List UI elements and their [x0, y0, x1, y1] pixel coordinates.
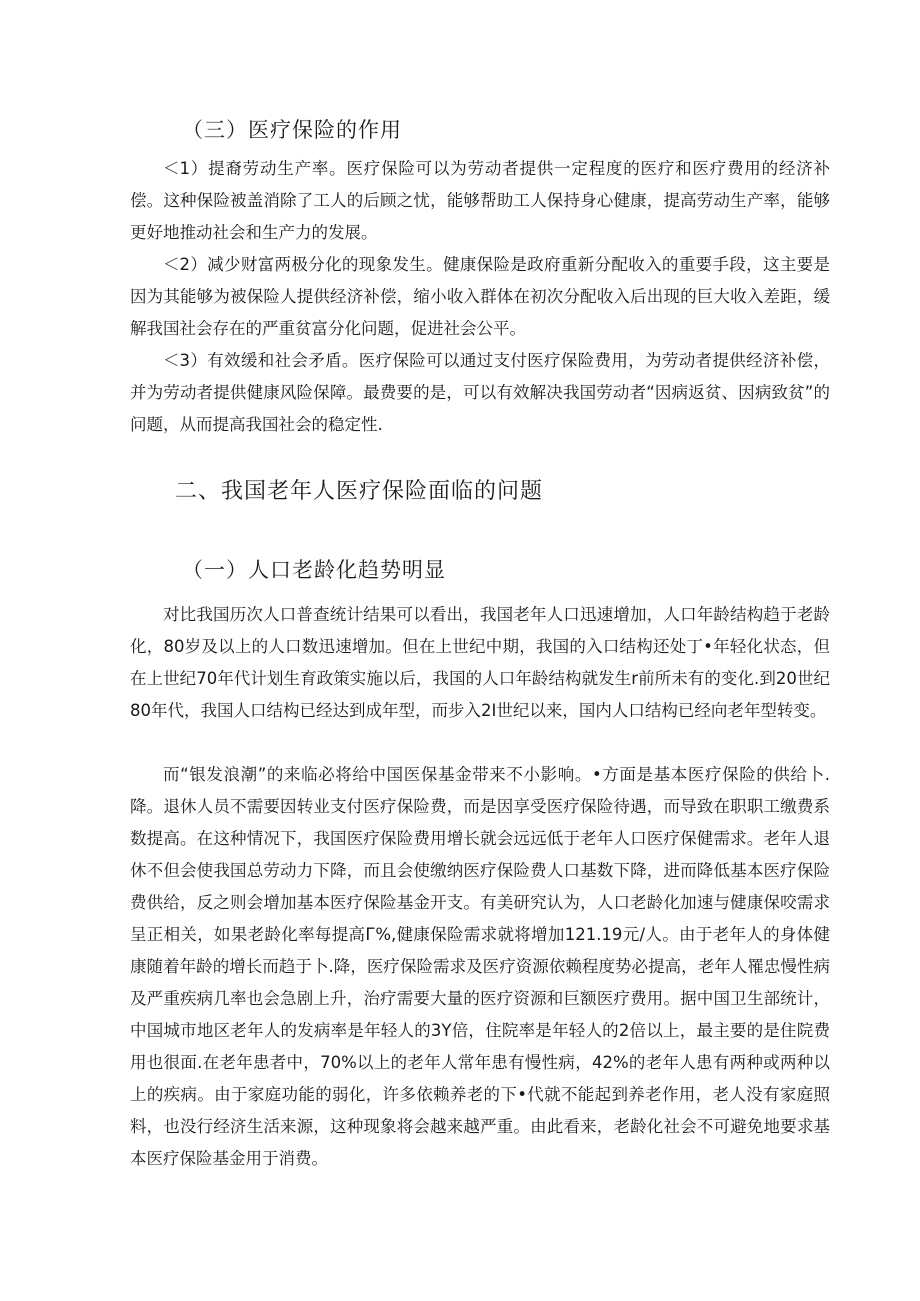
paragraph-aging-2: 而“银发浪潮”的来临必将给中国医保基金带来不小影响。•方面是基本医疗保险的供给卜.降。退休人员不需要因转业支付医疗保险费，而是因享受医疗保险待遇，而导致在职职工缴费系数提高。在这种情况下，我国医疗保险费用增长就会远远低于老年人口医疗保健需求。老年人退休不但会使我国总劳动力下降，而且会使缴纳医疗保险费人口基数下降，进而降低基本医疗保险费供给，反之则会增加基本医疗保险基金开支。有美研究认为，人口老龄化加速与健康保咬需求呈正相关，如果老龄化率每提高Г%,健康保险需求就将增加121.19元/人。由于老年人的身体健康随着年龄的增长而趋于卜.降，医疗保险需求及医疗资源依赖程度势必提高，老年人罹忠慢性病及严重疾病几率也会急剧上升，治疗需要大量的医疗资源和巨额医疗费用。据中国卫生部统计，中国城市地区老年人的发病率是年轻人的3Y倍，住院率是年轻人的2倍以上，最主要的是住院费用也很面.在老年患者中，70%以上的老年人常年患有慢性病，42%的老年人患有两种或两种以上的疾病。由于家庭功能的弱化，许多依赖养老的下•代就不能起到养老作用，老人没有家庭照料，也没行经济生活来源，这种现象将会越来越严重。由此看来，老龄化社会不可避免地要求基本医疗保险基金用于消费。 — [130, 765, 830, 1168]
paragraph-item-2: ＜2）减少财富两极分化的现象发生。健康保险是政府重新分配收入的重要手段，这主要是因为其能够为被保险人提供经济补偿，缩小收入群体在初次分配收入后出现的巨大收入差距，缓解我国社会存在的严重贫富分化问题，促进社会公平。 — [130, 255, 830, 338]
subsection-heading-aging: （一）人口老龄化趋势明显 — [182, 558, 446, 582]
paragraph-item-1: ＜1）提裔劳动生产率。医疗保险可以为劳动者提供一定程度的医疗和医疗费用的经济补偿。这种保险被盖消除了工人的后顾之忧，能够帮助工人保持身心健康，提高劳动生产率，能够更好地推动社会和生产力的发展。 — [130, 159, 830, 242]
section-heading-problems: 二、我国老年人医疗保险面临的问题 — [175, 479, 544, 504]
paragraph-aging-1: 对比我国历次人口普查统计结果可以看出，我国老年人口迅速增加，人口年龄结构趋于老龄化，80岁及以上的人口数迅速增加。但在上世纪中期，我国的入口结构还处丁•年轻化状态，但在上世纪70年代计划生育政策实施以后，我国的人口年龄结构就发生r前所未有的变化.到20世纪80年代，我国人口结构已经达到成年型，而步入2I世纪以来，国内人口结构已经向老年型转变。 — [130, 605, 830, 720]
section-heading-role: （三）医疗保险的作用 — [182, 118, 402, 142]
paragraph-item-3: ＜3）有效缓和社会矛盾。医疗保险可以通过支付医疗保险费用，为劳动者提供经济补偿，并为劳动者提供健康风险保障。最费要的是，可以有效解决我国劳动者“因病返贫、因病致贫”的问题，从而提高我国社会的稳定性. — [130, 351, 830, 434]
